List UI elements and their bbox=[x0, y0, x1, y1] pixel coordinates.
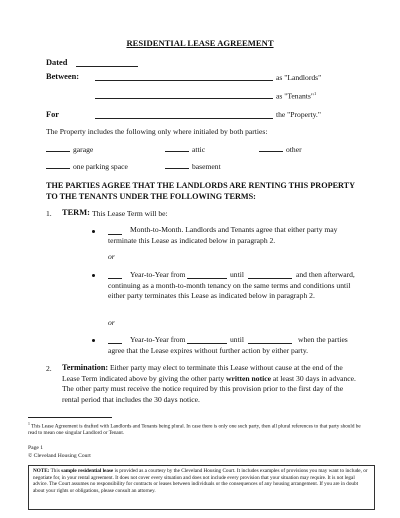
note-box bbox=[28, 465, 375, 510]
garage-initial-field[interactable] bbox=[46, 151, 70, 152]
attic-initial-field[interactable] bbox=[165, 151, 189, 152]
term-label: TERM: bbox=[62, 208, 90, 217]
note-text: NOTE: This sample residential lease is provided as a courtesy by the Cleveland Housing Court. It includes examples of provisions you may want to include, or negotiate for, in your rental agreement. It does not cover every situation and does not include every provision that your situation may require. It is not legal advice. The Court assumes no responsibility for contracts or leases between individuals or the consequences of any housing arrangement. If you are in doubt about your rights or obligations, please consult an attorney. bbox=[33, 468, 368, 494]
includes-text: The Property includes the following only where initialed by both parties: bbox=[46, 127, 268, 136]
parking-initial-field[interactable] bbox=[46, 168, 70, 169]
option-year-to-year-fixed: when the parties agree that the Lease expires without further action by either party. bbox=[108, 335, 348, 355]
term-intro: This Lease Term will be: bbox=[92, 209, 168, 218]
page-number: Page 1 bbox=[28, 445, 44, 451]
option-other: other bbox=[286, 145, 302, 154]
option-garage: garage bbox=[73, 145, 94, 154]
bullet-dot bbox=[92, 230, 95, 233]
opt3-until-label: until bbox=[230, 335, 244, 344]
or-label-1: or bbox=[108, 252, 115, 261]
termination-paragraph: Termination: Either party may elect to terminate this Lease without cause at the end of the Lease Term indicated above by giving the other party written notice at least 30 days in advance. The other party must receive the notice required by this provision prior to the first day of the rental period that includes the 30 days notice. bbox=[62, 363, 356, 404]
footnote: $^1$ This Lease Agreement is drafted with Landlords and Tenants being plural. In case there is only one such party, then all plural references to that party should be read to mean one singular Landlord or Tenant. bbox=[28, 422, 361, 437]
opt2-until-label: until bbox=[230, 270, 244, 279]
tenants-field[interactable] bbox=[95, 98, 273, 99]
opt3-from-label: Year-to-Year from bbox=[130, 335, 186, 344]
termination-number: 2. bbox=[46, 364, 52, 373]
opt2-from-label: Year-to-Year from bbox=[130, 270, 186, 279]
for-label: For bbox=[46, 110, 60, 119]
document-title: RESIDENTIAL LEASE AGREEMENT bbox=[126, 38, 274, 48]
parties-heading: THE PARTIES AGREE THAT THE LANDLORDS ARE RENTING THIS PROPERTY TO THE TENANTS UNDER THE FOLLOWING TERMS: bbox=[46, 181, 355, 201]
other-initial-field[interactable] bbox=[259, 151, 283, 152]
tenants-suffix: as "Tenants"$^1$ bbox=[276, 91, 317, 101]
landlords-field[interactable] bbox=[95, 80, 273, 81]
dated-field[interactable] bbox=[76, 66, 138, 67]
bullet-dot bbox=[92, 274, 95, 277]
option-month-to-month: Month-to-Month. Landlords and Tenants agree that either party may terminate this Lease as indicated below in paragraph 2. bbox=[108, 225, 338, 245]
copyright: © Cleveland Housing Court bbox=[28, 453, 91, 459]
option-basement: basement bbox=[192, 162, 221, 171]
term-number: 1. bbox=[46, 209, 52, 218]
between-label: Between: bbox=[46, 72, 80, 81]
option-parking: one parking space bbox=[73, 162, 128, 171]
or-label-2: or bbox=[108, 318, 115, 327]
option-attic: attic bbox=[192, 145, 206, 154]
landlords-suffix: as "Landlords" bbox=[276, 73, 322, 82]
basement-initial-field[interactable] bbox=[165, 168, 189, 169]
option-year-to-year-continuing: and then afterward, continuing as a month-to-month tenancy on the same terms and conditions until either party terminates this Lease as indicated below in paragraph 2. bbox=[108, 270, 355, 301]
dated-label: Dated bbox=[46, 58, 68, 67]
footnote-separator bbox=[28, 417, 112, 418]
property-field[interactable] bbox=[95, 118, 273, 119]
property-suffix: the "Property." bbox=[276, 110, 321, 119]
bullet-dot bbox=[92, 339, 95, 342]
